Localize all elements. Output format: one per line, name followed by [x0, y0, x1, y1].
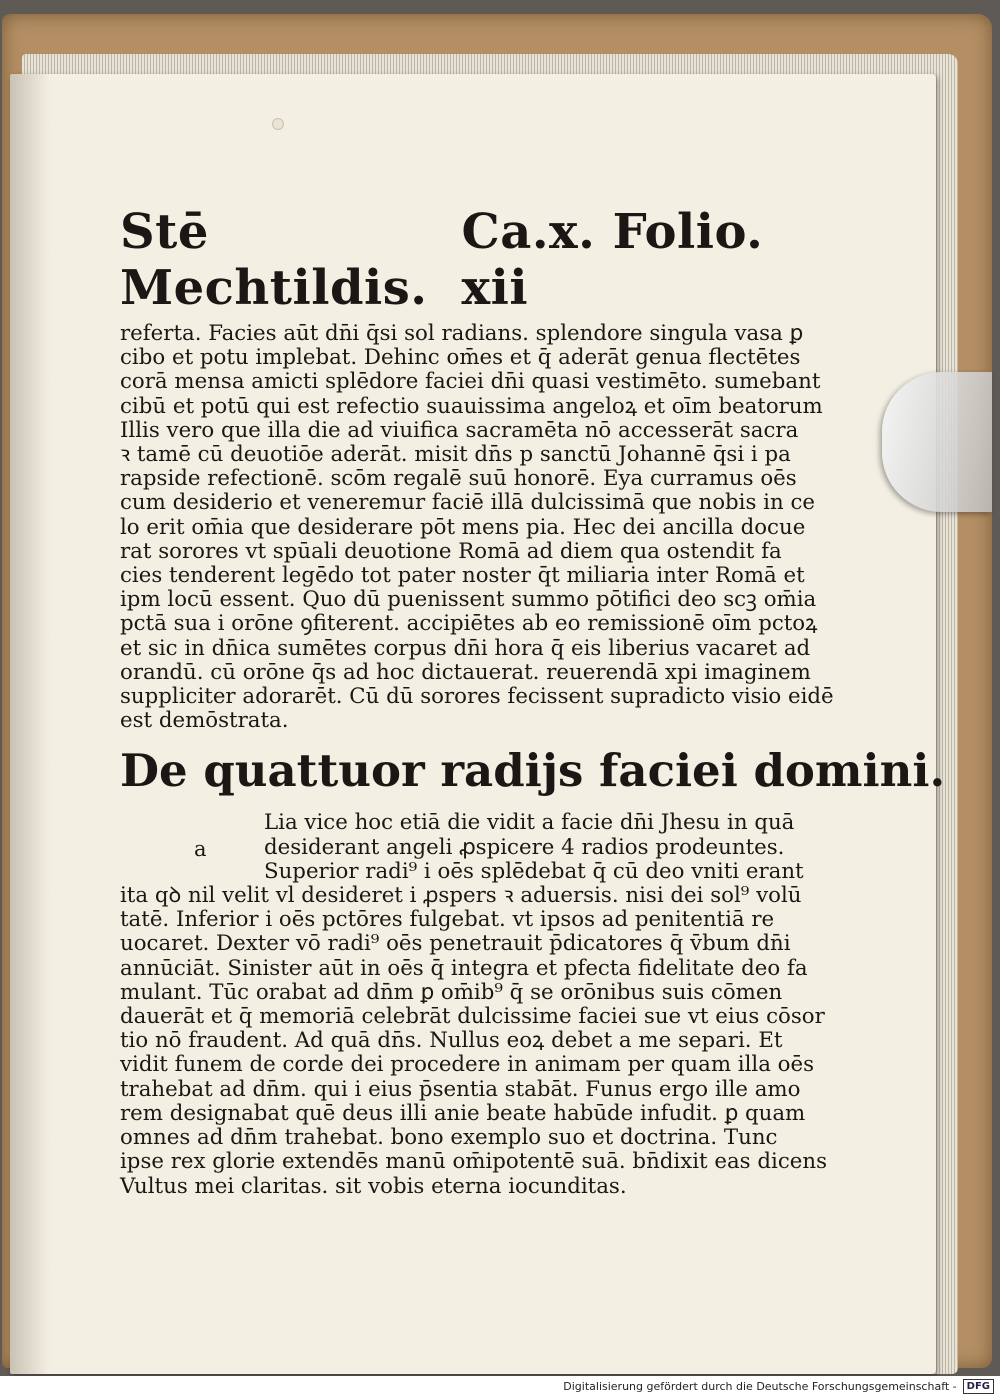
text-line: Vultus mei claritas. sit vobis eterna iocunditas. — [120, 1173, 627, 1199]
text-line: tatē. Inferior i oēs pctōres fulgebat. vt ipsos ad penitentiā re — [120, 907, 775, 933]
page-clip — [882, 372, 992, 512]
text-line: ipse rex glorie extendēs manū om̄ipotentē suā. bn̄dixit eas dicens — [120, 1149, 827, 1175]
text-line: annūciāt. Sinister aūt in oēs q̄ integra et pfecta fidelitate deo fa — [120, 955, 808, 981]
running-head-left: Stē Mechtildis. — [120, 204, 428, 316]
page-hole — [272, 118, 284, 130]
text-line: suppliciter adorarēt. Cū dū sorores fecissent supradicto visio eidē — [120, 684, 834, 710]
text-line: dauerāt et q̄ memoriā celebrāt dulcissime faciei sue vt eius cōsor — [120, 1004, 825, 1030]
text-line: ipm locū essent. Quo dū puenissent summo pōtifici deo scꝫ om̄ia — [120, 587, 817, 613]
text-line: mulant. Tūc orabat ad dn̄m ꝑ om̄ib⁹ q̄ se orōnibus suis cōmen — [120, 979, 783, 1005]
text-line: corā mensa amicti splēdore faciei dn̄i quasi vestimēto. sumebant — [120, 369, 821, 395]
book-page — [10, 74, 946, 1374]
book-binding — [2, 14, 992, 1368]
page-gutter — [10, 74, 50, 1374]
running-head-right: Ca.x. Folio. xii — [461, 204, 764, 316]
running-head — [120, 204, 780, 316]
text-line: est demōstrata. — [120, 708, 289, 734]
text-line: tio nō fraudent. Ad quā dn̄s. Nullus eoꝝ debet a me separi. Et — [120, 1028, 783, 1054]
text-line: orandū. cū orōne q̄s ad hoc dictauerat. reuerendā xpi imaginem — [120, 659, 811, 685]
text-line: cum desiderio et veneremur faciē illā dulcissimā que nobis in ce — [120, 490, 815, 516]
text-line: lo erit om̄ia que desiderare pōt mens pia. Hec dei ancilla docue — [120, 514, 806, 540]
text-line: Lia vice hoc etiā die vidit a facie dn̄i Jhesu in quā — [264, 810, 795, 836]
text-line: cibo et potu implebat. Dehinc om̄es et q̄ aderāt genua flectētes — [120, 345, 801, 371]
text-line: vidit funem de corde dei procedere in animam per quam illa oēs — [120, 1052, 815, 1078]
section-heading: De quattuor radijs faciei domini. — [120, 744, 946, 798]
text-line: ita qꝺ nil velit vl desideret i ꝓspers ꝛ aduersis. nisi dei sol⁹ volū — [120, 883, 802, 909]
text-line: trahebat ad dn̄m. qui i eius p̄sentia stabāt. Funus ergo ille amo — [120, 1076, 801, 1102]
text-line: pctā sua i orōne ꝯfiterent. accipiētes ab eo remissionē oīm pctoꝝ — [120, 611, 818, 637]
indented-opening — [120, 810, 804, 884]
text-line: uocaret. Dexter vō radi⁹ oēs penetrauit p̄dicatores q̄ v̄bum dn̄i — [120, 931, 791, 957]
text-line: desiderant angeli ꝓspicere 4 radios prodeuntes. — [264, 834, 785, 860]
footer — [563, 1376, 994, 1396]
dfg-logo: DFG — [963, 1379, 994, 1394]
text-line: Superior radi⁹ i oēs splēdebat q̄ cū deo vniti erant — [264, 858, 804, 884]
text-line: cibū et potū qui est refectio suauissima angeloꝝ et oīm beatorum — [120, 393, 823, 419]
text-line: omnes ad dn̄m trahebat. bono exemplo suo et doctrina. Tunc — [120, 1125, 778, 1151]
text-line: rat sorores vt spūali deuotione Romā ad diem qua ostendit fa — [120, 538, 782, 564]
text-line: rem designabat quē deus illi anie beate habūde infudit. ꝑ quam — [120, 1100, 806, 1126]
text-line: rapside refectionē. scōm regalē suū honorē. Eya curramus oēs — [120, 466, 797, 492]
text-line: ꝛ tamē cū deuotiōe aderāt. misit dn̄s p sanctū Johannē q̄si i pa — [120, 442, 791, 468]
text-line: Illis vero que illa die ad viuifica sacramēta nō accesserāt sacra — [120, 417, 799, 443]
text-line: et sic in dn̄ica sumētes corpus dn̄i hora q̄ eis liberius vacaret ad — [120, 635, 811, 661]
text-line: referta. Facies aūt dn̄i q̄si sol radians. splendore singula vasa ꝑ — [120, 321, 804, 346]
paragraph-2-indented — [120, 810, 804, 884]
margin-note: a — [194, 837, 207, 862]
footer-credit: Digitalisierung gefördert durch die Deutsche Forschungsgemeinschaft - — [563, 1379, 957, 1393]
text-line: cies tenderent legēdo tot pater noster q̄t miliaria inter Romā et — [120, 563, 805, 589]
paragraph-1 — [120, 321, 834, 734]
paragraph-2 — [120, 883, 827, 1199]
text-block — [120, 144, 946, 1199]
